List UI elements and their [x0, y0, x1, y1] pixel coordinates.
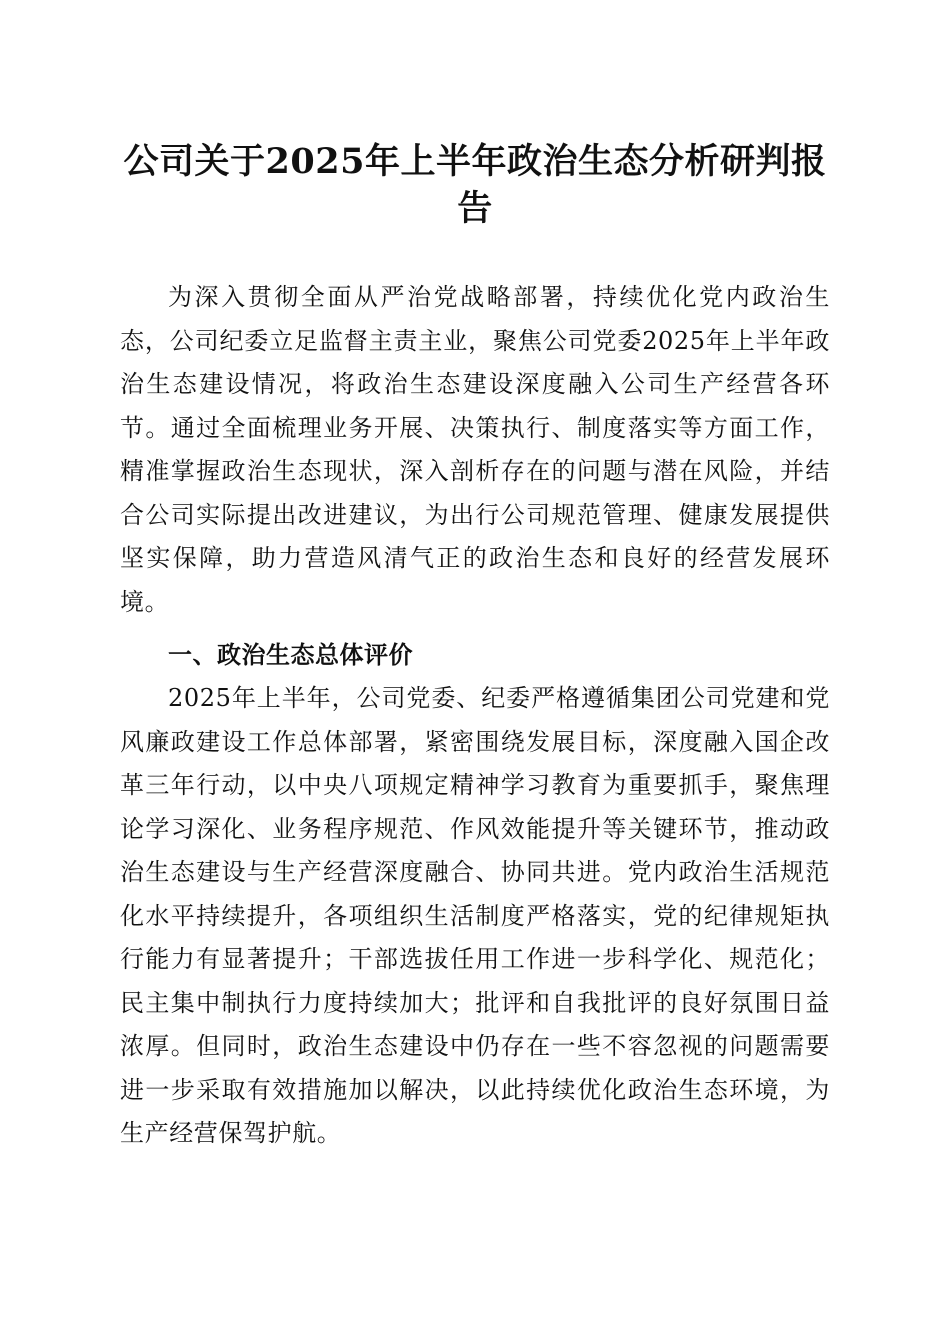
document-title: 公司关于2025年上半年政治生态分析研判报告 — [123, 141, 827, 229]
section-heading-overall-evaluation: 一、政治生态总体评价 — [168, 641, 413, 669]
evaluation-paragraph: 2025年上半年，公司党委、纪委严格遵循集团公司党建和党风廉政建设工作总体部署，紧密围绕发展目标，深度融入国企改革三年行动，以中央八项规定精神学习教育为重要抓手，聚焦理论学习深化、业务程序规范、作风效能提升等关键环节，推动政治生态建设与生产经营深度融合、协同共进。党内政治生活规范化水平持续提升，各项组织生活制度严格落实，党的纪律规矩执行能力有显著提升；干部选拔任用工作进一步科学化、规范化；民主集中制执行力度持续加大；批评和自我批评的良好氛围日益浓厚。但同时，政治生态建设中仍存在一些不容忽视的问题需要进一步采取有效措施加以解决，以此持续优化政治生态环境，为生产经营保驾护航。 — [120, 684, 830, 1147]
intro-paragraph: 为深入贯彻全面从严治党战略部署，持续优化党内政治生态，公司纪委立足监督主责主业，聚焦公司党委2025年上半年政治生态建设情况，将政治生态建设深度融入公司生产经营各环节。通过全面梳理业务开展、决策执行、制度落实等方面工作，精准掌握政治生态现状，深入剖析存在的问题与潜在风险，并结合公司实际提出改进建议，为出行公司规范管理、健康发展提供坚实保障，助力营造风清气正的政治生态和良好的经营发展环境。 — [120, 283, 830, 616]
